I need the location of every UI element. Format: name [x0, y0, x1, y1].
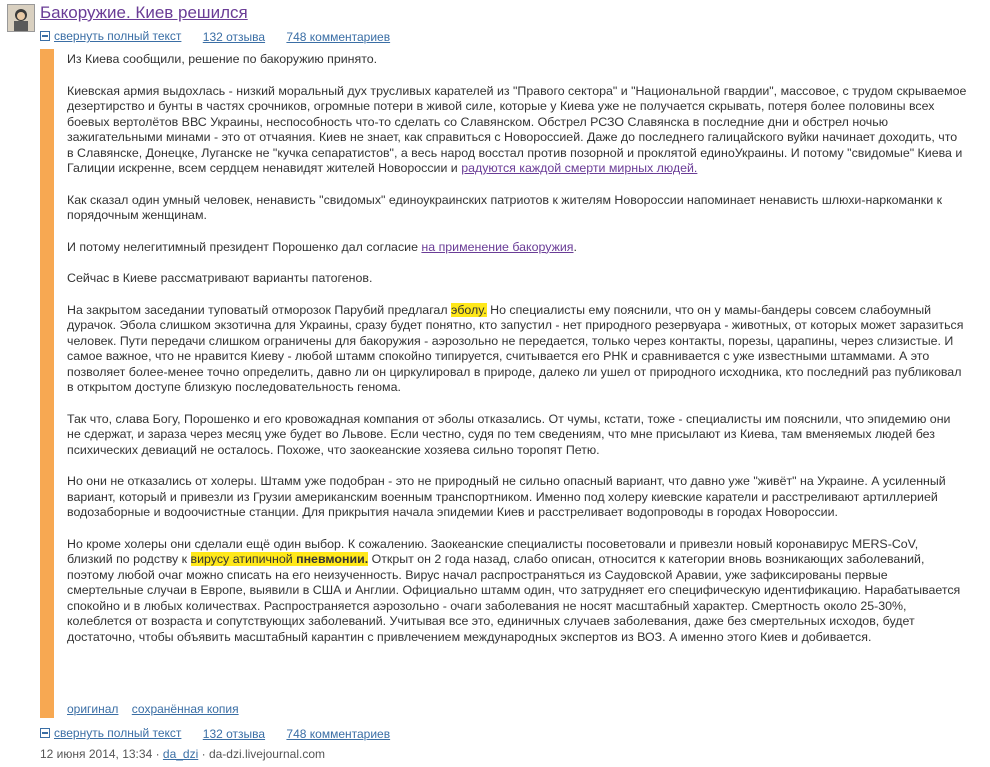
saved-copy-link[interactable]: сохранённая копия: [131, 702, 239, 716]
collapse-icon: [40, 31, 50, 41]
original-link[interactable]: оригинал: [67, 702, 119, 716]
highlight-pneumonia-bold: пневмонии.: [296, 552, 369, 566]
collapse-full-text-button-bottom[interactable]: [40, 726, 181, 740]
quote-accent-bar: [40, 49, 54, 718]
paragraph-6-text-a: На закрытом заседании туповатый отморозок Парубий предлагал: [67, 302, 451, 317]
collapse-full-text-button[interactable]: [40, 29, 181, 43]
paragraph-5: Сейчас в Киеве рассматривают варианты патогенов.: [67, 271, 373, 285]
post-actions-bottom: [40, 726, 408, 741]
paragraph-3: Как сказал один умный человек, ненависть "свидомых" единоукраинских патриотов к жителям Новороссии напоминает ненависть шлюхи-наркоманки к порядочным женщинам.: [67, 192, 943, 222]
post-title-link[interactable]: Бакоружие. Киев решился: [40, 3, 248, 22]
paragraph-8: Но они не отказались от холеры. Штамм уже подобран - это не природный не сильно опасный вариант, что давно уже "живёт" на Украине. А усиленный вариант, который и привезли из Грузии американским военным транспортником. Именно под холеру киевские каратели и расстреливают артиллерией водозаборные и водоочистные станции. Для прикрытия начала эпидемии Киев и расстреливает водопроводы в городах Новороссии.: [67, 474, 946, 519]
highlight-ebola: эболу.: [451, 302, 487, 317]
comments-link-bottom[interactable]: 748 комментариев: [286, 727, 391, 741]
user-avatar-icon: [8, 5, 34, 31]
journal-domain: · da-dzi.livejournal.com: [198, 747, 325, 761]
author-avatar[interactable]: [7, 4, 35, 32]
paragraph-9-text-b: Открыт он 2 года назад, слабо описан, относится к категории вновь возникающих заболеваний, поэтому любой очаг можно списать на его неизученность. Вирус начал распространяться из Саудовской Аравии, уже зафиксированы первые смертельные случаи в Европе, выявили в США и Англии. Официально штамм один, что затрудняет его специфическую идентификацию. Нарабатывается спокойно и в любых количествах. Распространяется аэрозольно - очаги заболевания не носят масштабный характер. Смертность около 25-30%, колеблется от возраста и сопутствующих заболеваний. Учитывая все это, единичных случаев заболевания, даже без смертельных исходов, будет достаточно, чтобы объявить масштабный карантин с привлечением международных экспертов из ВОЗ. А именно этого Киев и добивается.: [67, 552, 961, 644]
paragraph-9: [67, 537, 967, 646]
paragraph-9-text-a: Но кроме холеры они сделали ещё один выбор. К сожалению. Заокеанские специалисты посоветовали и привезли новый коронавирус MERS-CoV, близкий по родству к: [67, 536, 919, 566]
paragraph-7: Так что, слава Богу, Порошенко и его кровожадная компания от эболы отказались. От чумы, кстати, тоже - специалисты им пояснили, что эпидемию они не сдержат, и зараза через месяц уже будет во Львове. Если честно, судя по тем сведениям, что мне присылают из Киева, там вменяемых людей без психических девиаций не осталось. Похоже, что заокеанские хозяева сильно торопят Петю.: [67, 411, 951, 457]
link-bioweapon-use[interactable]: на применение бакоружия: [421, 239, 574, 254]
paragraph-1: Из Киева сообщили, решение по бакоружию принято.: [67, 52, 378, 66]
paragraph-2-text: Киевская армия выдохлась - низкий моральный дух трусливых карателей из "Правого сектора" и "Национальной гвардии", массовое, с трудом скрываемое дезертирство и бунты в частях срочников, огромные потери в живой силе, которые у Киева уже не получается скрывать, потеря более половины всех боевых вертолётов ВВС Украины, неспособность что-то сделать со Славянском. Обстрел РСЗО Славянска в последние дни и обстрел ночью зажигательными минами - это от отчаяния. Киев не знает, как справиться с Новороссией. Даже до последнего галицайского вуйки начинает доходить, что в Славянске, Донецке, Луганске не "кучка сепаратистов", а весь народ восстал против позорной и проклятой единоУкраины. И потому "свидомые" Киева и Галиции искренне, всем сердцем ненавидят жителей Новороссии и: [67, 83, 967, 175]
reviews-link-bottom[interactable]: 132 отзыва: [202, 727, 266, 741]
paragraph-4-text: И потому нелегитимный президент Порошенко дал согласие: [67, 239, 422, 254]
reviews-link[interactable]: 132 отзыва: [202, 30, 266, 44]
author-link[interactable]: da_dzi: [162, 747, 199, 761]
link-civilian-deaths[interactable]: радуются каждой смерти мирных людей.: [461, 161, 698, 175]
paragraph-2: [67, 84, 967, 177]
post-actions-top: [40, 29, 408, 44]
collapse-label: свернуть полный текст: [54, 29, 182, 43]
post-date: 12 июня 2014, 13:34 ·: [40, 747, 163, 761]
paragraph-4-end: .: [573, 239, 577, 254]
paragraph-6-text-b: Но специалисты ему пояснили, что он у мамы-бандеры совсем слабоумный дурачок. Эбола слишком экзотична для Украины, сразу будет понятно, кто запустил - нет природного резервуара - животных, от которых может заразиться человек. Пути передачи слишком ограничены для бакоружия - аэрозольно не передается, только через контакты, порезы, царапины, через слизистые. И самое важное, что не нравится Киеву - любой штамм спокойно типируется, считывается его РНК и сравнивается с уже известными штаммами. А это позволяет более-менее точно определить, давно ли он циркулировал в природе, далеко ли ушел от природного исходника, кто последний раз публиковал в открытом доступе близкую последовательность генома.: [67, 302, 964, 394]
comments-link[interactable]: 748 комментариев: [286, 30, 391, 44]
paragraph-6: [67, 303, 967, 396]
collapse-label: свернуть полный текст: [54, 726, 182, 740]
paragraph-4: [67, 240, 967, 256]
post-body: [67, 52, 967, 661]
highlight-pneumonia: [191, 552, 369, 566]
highlight-pneumonia-text: вирусу атипичной: [190, 552, 297, 566]
collapse-icon: [40, 728, 50, 738]
post-footer: [40, 747, 325, 761]
source-links: [67, 702, 249, 716]
